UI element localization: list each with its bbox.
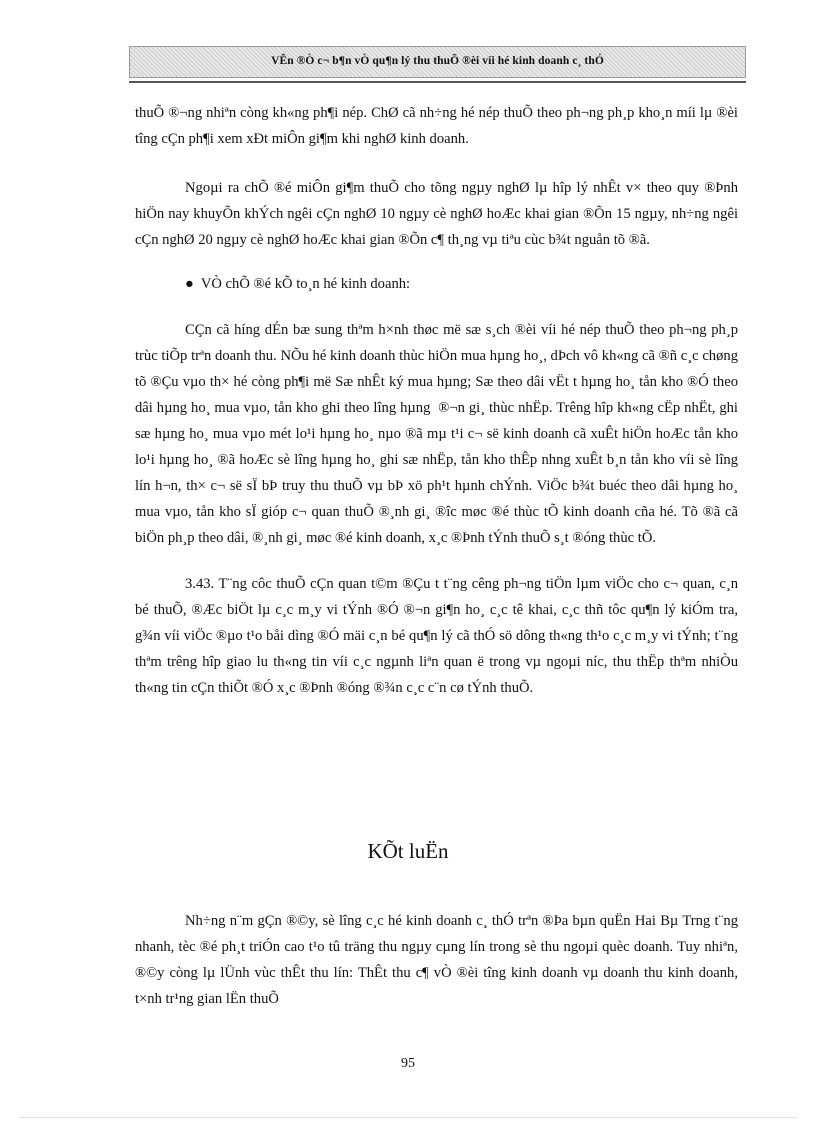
paragraph-2: Ngoµi ra chÕ ®é miÔn gi¶m thuÕ cho tõng ngµy nghØ lµ hîp lý nhÊt v× theo quy ®Þnh hiÖn nay khuyÕn khÝch ngêi cÇn nghØ 10 ngµy cè nghØ hoÆc khai gian ®Õn 15 ngµy, nh÷ng ngêi cÇn nghØ 20 ngµy cè nghØ hoÆc khai gian ®Õn c¶ th¸ng vµ tiªu cùc b¾t nguån tõ ®ã.	[135, 180, 738, 248]
page-number: 95	[401, 1056, 415, 1071]
bullet-dot-icon: ●	[185, 276, 194, 292]
body-text	[135, 100, 738, 701]
bottom-dotted-rule	[20, 1117, 796, 1118]
conclusion-section	[135, 908, 738, 1012]
paragraph-1: thuÕ ®¬ng nhiªn còng kh«ng ph¶i nép. ChØ cã nh÷ng hé nép thuÕ theo ph¬ng ph¸p kho¸n míi lµ ®èi tîng cÇn ph¶i xem xÐt miÔn gi¶m khi nghØ kinh doanh.	[135, 105, 738, 147]
bullet-text: VÒ chÕ ®é kÕ to¸n hé kinh doanh:	[200, 276, 411, 292]
paragraph-3: CÇn cã híng dÉn bæ sung thªm h×nh thøc më sæ s¸ch ®èi víi hé nép thuÕ theo ph¬ng ph¸p trùc tiÕp trªn doanh thu. NÕu hé kinh doanh thùc hiÖn mua hµng ho¸, dÞch vô kh«ng cã ®ñ c¸c chøng tõ ®Çu vµo th× hé còng ph¶i më Sæ nhÊt ký mua hµng; Sæ theo dâi vËt t hµng ho¸ tån kho ®Ó theo dâi hµng ho¸ mua vµo, tån kho ghi theo lîng hµng ®¬n gi¸ thùc nhËp. Trêng hîp kh«ng cËp nhËt, ghi sæ hµng ho¸ mua vµo mét lo¹i hµng ho¸ nµo ®ã mµ t¹i c¬ së kinh doanh cã xuÊt hiÖn hoÆc tån kho lo¹i hµng ho¸ ®ã hoÆc sè lîng hµng ho¸ ghi sæ nhËp, tån kho thÊp nhng xuÊt b¸n tån kho víi sè lîng lín h¬n, th× c¬ së sÏ bÞ truy thu thuÕ vµ bÞ xö ph¹t hµnh chÝnh. ViÖc b¾t buéc theo dâi hµng ho¸ mua vµo, tån kho sÏ gióp c¬ quan thuÕ ®¸nh gi¸ ®îc møc ®é thùc tÕ kinh doanh cña hé. Tõ ®ã cã biÖn ph¸p theo dâi, ®¸nh gi¸ møc ®é kinh doanh, x¸c ®Þnh tÝnh thuÕ s¸t ®óng thùc tÕ.	[135, 322, 738, 546]
paragraph-4: 3.43. T¨ng côc thuÕ cÇn quan t©m ®Çu t t¨ng cêng ph¬ng tiÖn lµm viÖc cho c¬ quan, c¸n bé thuÕ, ®Æc biÖt lµ c¸c m¸y vi tÝnh ®Ó ®¬n gi¶n ho¸ c¸c tê khai, c¸c thñ tôc qu¶n lý kiÓm tra, g¾n víi viÖc ®µo t¹o båi dìng ®Ó mäi c¸n bé qu¶n lý cã thÓ sö dông th«ng th¹o c¸c m¸y vi tÝnh; t¨ng thªm trêng hîp giao lu th«ng tin víi c¸c ngµnh liªn quan ë trong vµ ngoµi níc, thu thËp thªm nhiÒu th«ng tin cÇn thiÕt ®Ó x¸c ®Þnh ®óng ®¾n c¸c c¨n cø tÝnh thuÕ.	[135, 576, 738, 696]
conclusion-heading: KÕt luËn	[367, 839, 449, 863]
running-header	[129, 46, 746, 78]
bullet-item	[135, 271, 738, 297]
conclusion-paragraph: Nh÷ng n¨m gÇn ®©y, sè lîng c¸c hé kinh doanh c¸ thÓ trªn ®Þa bµn quËn Hai Bµ Trng t¨ng nhanh, tèc ®é ph¸t triÓn cao t¹o tû träng thu ngµy cµng lín trong sè thu ngoµi quèc doanh. Tuy nhiªn, ®©y còng lµ lÜnh vùc thÊt thu lín: ThÊt thu c¶ vÒ ®èi tîng kinh doanh vµ doanh thu kinh doanh, t×nh tr¹ng gian lËn thuÕ	[135, 913, 738, 1007]
header-title: VÊn ®Ò c¬ b¶n vÒ qu¶n lý thu thuÕ ®èi víi hé kinh doanh c¸ thÓ	[271, 55, 604, 67]
header-rule	[129, 81, 746, 83]
